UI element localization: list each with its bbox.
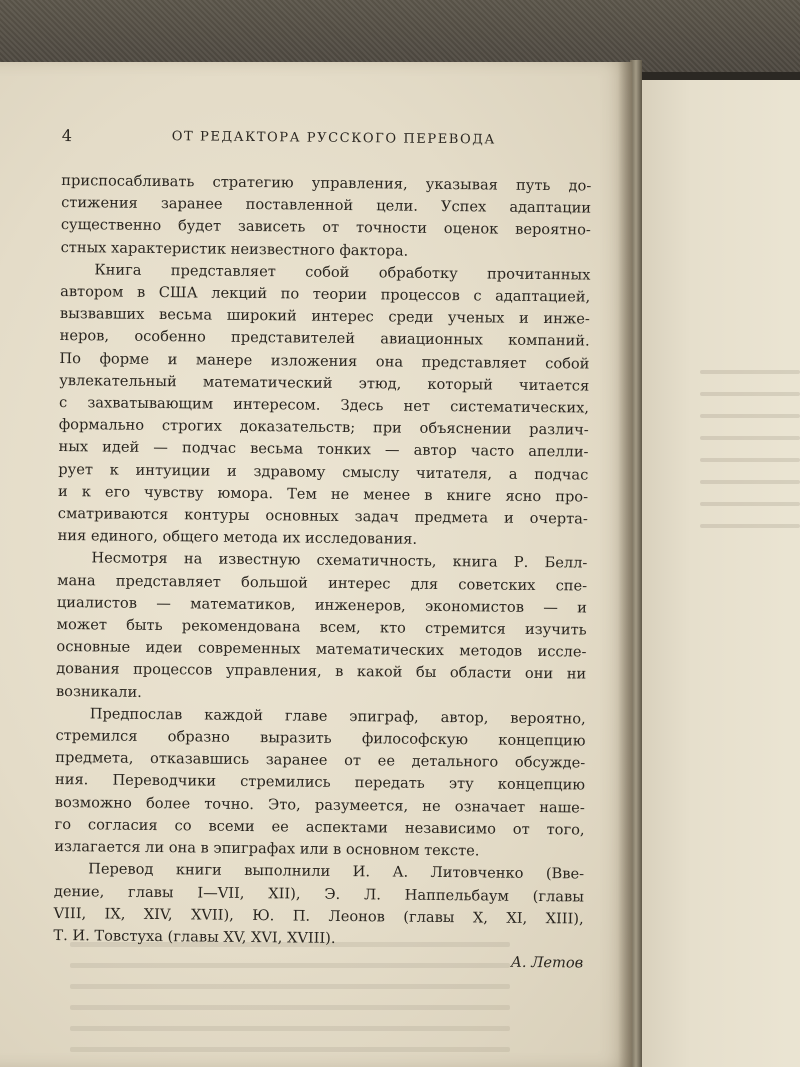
text-line: Т. И. Товстуха (главы XV, XVI, XVIII). (53, 926, 336, 947)
text-line: ния единого, общего метода их исследования. (57, 527, 418, 548)
text-line: дования процессов управления, в какой бы области они ни (56, 660, 587, 683)
text-line: стных характеристик неизвестного фактора. (60, 238, 409, 260)
text-line: неров, особенно представителей авиационных компаний. (59, 327, 590, 350)
text-line: Перевод книги выполнили И. А. Литовченко (Вве- (88, 860, 585, 883)
text-line: VIII, IX, XIV, XVII), Ю. П. Леонов (главы X, XI, XIII), (53, 904, 584, 928)
text-line: мана представляет большой интерес для советских спе- (57, 571, 588, 595)
text-line: ных идей — подчас весьма тонких — автор часто апелли- (58, 438, 589, 461)
right-page-bleed-through (700, 370, 800, 546)
text-line: рует к интуиции и здравому смыслу читателя, а подчас (58, 460, 589, 484)
text-line: с захватывающим интересом. Здесь нет систематических, (58, 394, 590, 417)
text-line: излагается ли она в эпиграфах или в основном тексте. (54, 838, 480, 860)
text-line: вызвавших весьма широкий интерес среди ученых и инже- (59, 305, 591, 328)
text-line: По форме и манере изложения она представляет собой (59, 349, 590, 373)
text-line: приспосабливать стратегию управления, указывая путь до- (61, 171, 592, 195)
text-line: Несмотря на известную схематичность, книга Р. Белл- (91, 549, 588, 572)
paragraph-5 (53, 858, 584, 952)
page-number: 4 (61, 125, 73, 146)
text-line: увлекательный математический этюд, который читается (59, 371, 590, 395)
text-line: ния. Переводчики стремились передать эту концепцию (54, 771, 586, 794)
text-line: возможно более точно. Это, разумеется, не означает наше- (54, 793, 585, 817)
text-line: существенно будет зависеть от точности оценок вероятно- (60, 216, 591, 239)
text-line: стремился образно выразить философскую концепцию (55, 727, 586, 750)
paragraph-4 (54, 703, 586, 864)
text-line: Предпослав каждой главе эпиграф, автор, вероятно, (89, 705, 586, 728)
paragraph-1 (61, 170, 592, 264)
text-line: сматриваются контуры основных задач предмета и очерта- (57, 505, 588, 528)
running-head: ОТ РЕДАКТОРА РУССКОГО ПЕРЕВОДА (171, 129, 496, 148)
text-line: основные идеи современных математических методов иссле- (56, 638, 587, 661)
text-line: возникали. (55, 682, 142, 701)
text-line: стижения заранее поставленной цели. Успех адаптации (61, 194, 592, 217)
text-line: Книга представляет собой обработку прочитанных (94, 261, 591, 284)
text-line: циалистов — математиков, инженеров, экономистов — и (56, 593, 587, 617)
page-header (62, 118, 592, 154)
paragraph-3 (56, 547, 588, 708)
text-line: автором в США лекций по теории процессов с адаптацией, (60, 283, 591, 306)
paragraph-2 (58, 259, 591, 553)
page-text (53, 118, 592, 972)
text-line: может быть рекомендована всем, кто стремится изучить (56, 616, 587, 639)
text-line: и к его чувству юмора. Тем не менее в книге ясно про- (58, 482, 589, 506)
editor-signature: А. Летов (510, 953, 584, 972)
text-line: го согласия со всеми ее аспектами независимо от того, (54, 815, 585, 839)
text-line: формально строгих доказательств; при объяснении различ- (58, 416, 589, 439)
text-line: предмета, отказавшись заранее от ее детального обсужде- (55, 749, 586, 772)
right-page (640, 80, 800, 1067)
text-line: дение, главы I—VII, XII), Э. Л. Наппельбаум (главы (53, 882, 584, 906)
